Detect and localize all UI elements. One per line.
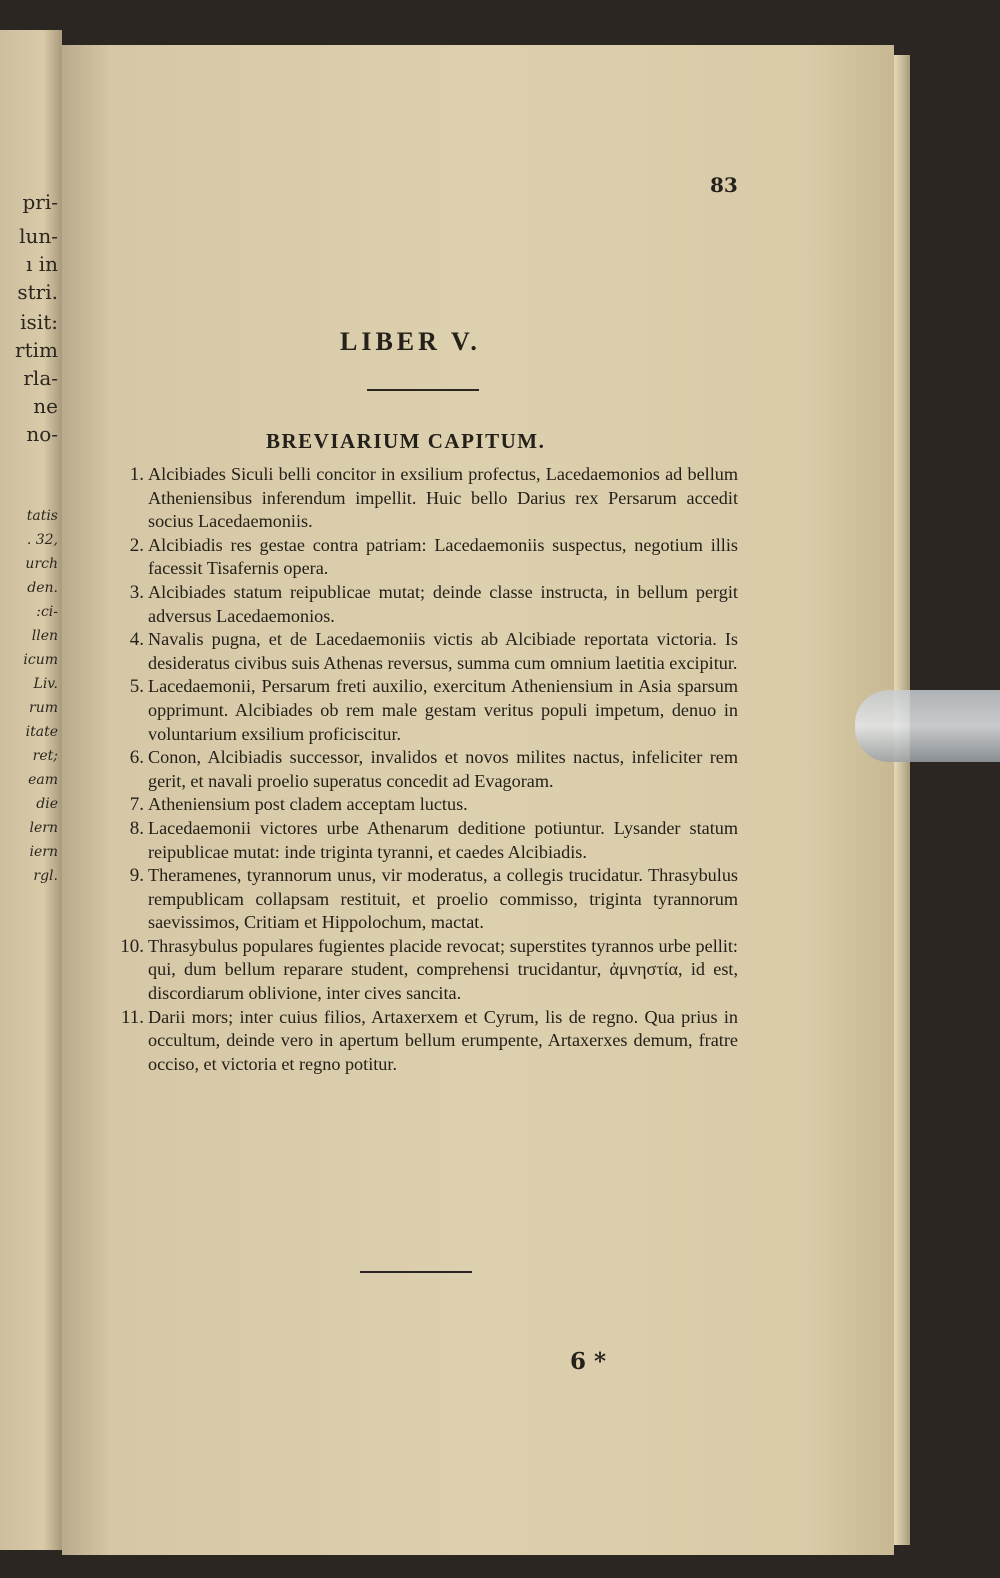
- left-page-line: urch: [25, 556, 58, 572]
- left-page-line: . 32,: [26, 532, 58, 548]
- left-page-line: lun-: [19, 224, 58, 248]
- left-page-line: itate: [25, 724, 58, 740]
- chapter-number: 11.: [120, 1006, 144, 1028]
- left-page-line: eam: [28, 772, 58, 788]
- chapter-summary: Conon, Alcibiadis successor, invalidos et novos milites nactus, infeliciter rem gerit, et navali proelio superatus concedit ad Evagoram.: [148, 747, 738, 791]
- chapter-number: 1.: [129, 464, 144, 485]
- chapter-number: 7.: [129, 794, 144, 816]
- chapter-number: 10.: [120, 935, 144, 957]
- left-page-line: stri.: [17, 280, 58, 304]
- chapter-entry: [108, 675, 738, 746]
- closing-rule: [360, 1271, 472, 1273]
- left-page-line: rgl.: [33, 868, 58, 884]
- left-facing-page: [0, 30, 62, 1550]
- chapter-number: 9.: [129, 865, 144, 887]
- chapter-number: 6.: [129, 747, 144, 769]
- chapter-summary: Darii mors; inter cuius filios, Artaxerxem et Cyrum, lis de regno. Qua prius in occultum, deinde vero in apertum bellum erumpente, Artaxerxes demum, fratre occiso, et victoria et regno potitur.: [148, 1006, 738, 1074]
- chapter-number: 2.: [129, 534, 144, 556]
- chapter-summary: Alcibiadis res gestae contra patriam: Lacedaemoniis suspectus, negotium illis facessit Tisafernis opera.: [148, 534, 738, 579]
- chapter-entry: [108, 581, 738, 628]
- left-page-line: ne: [33, 394, 58, 418]
- left-page-line: die: [36, 796, 58, 812]
- left-page-line: no-: [26, 422, 58, 446]
- left-page-line: Liv.: [33, 676, 58, 692]
- left-page-line: ret;: [32, 748, 58, 764]
- left-page-line: pri-: [22, 190, 58, 214]
- chapter-number: 8.: [129, 817, 144, 839]
- left-page-line: isit:: [20, 310, 58, 334]
- chapter-entry: [108, 864, 738, 935]
- chapter-entry: [108, 746, 738, 793]
- left-page-line: lern: [29, 820, 58, 836]
- chapter-summary: Atheniensium post cladem acceptam luctus.: [148, 794, 468, 815]
- left-page-line: ı in: [25, 252, 58, 276]
- left-page-line: iern: [29, 844, 58, 860]
- chapter-entry: [108, 1006, 738, 1077]
- left-page-line: rla-: [23, 366, 58, 390]
- section-heading: BREVIARIUM CAPITUM.: [266, 429, 546, 453]
- chapter-entry: [108, 935, 738, 1006]
- chapter-summary: Lacedaemonii, Persarum freti auxilio, exercitum Atheniensium in Asia sparsum opprimunt. Alcibiades ob rem male gestam veritus populi impetum, denuo in voluntarium exsilium proficiscitur.: [148, 676, 738, 744]
- left-page-line: den.: [27, 580, 58, 596]
- chapter-entry: [108, 628, 738, 675]
- chapter-number: 4.: [129, 629, 144, 651]
- left-page-line: rtim: [15, 338, 58, 362]
- title-rule: [367, 389, 479, 391]
- chapter-entry: [108, 463, 738, 534]
- chapter-summary: Lacedaemonii victores urbe Athenarum deditione potiuntur. Lysander statum reipublicae mutat: inde triginta tyranni, et caedes Alcibiadis.: [148, 817, 738, 862]
- chapter-entry: [108, 793, 738, 817]
- left-page-line: rum: [29, 700, 58, 716]
- chapter-summary: Alcibiades Siculi belli concitor in exsilium profectus, Lacedaemonios ad bellum Atheniensibus inferendum impellit. Huic bello Darius rex Persarum accedit socius Lacedaemoniis.: [148, 464, 738, 532]
- left-page-line: :ci-: [36, 604, 58, 620]
- left-page-line: llen: [31, 628, 58, 644]
- chapter-number: 3.: [129, 581, 144, 603]
- chapter-entry: [108, 817, 738, 864]
- page-number: 83: [710, 173, 738, 197]
- chapter-list: [108, 463, 738, 1076]
- book-title: LIBER V.: [340, 327, 481, 356]
- left-page-line: icum: [23, 652, 58, 668]
- chapter-summary: Navalis pugna, et de Lacedaemoniis victis ab Alcibiade reportata victoria. Is desideratus civibus suis Athenas reversus, summa cum omnium laetitia excipitur.: [148, 629, 738, 673]
- chapter-number: 5.: [129, 676, 144, 698]
- chapter-entry: [108, 534, 738, 581]
- chapter-summary: Theramenes, tyrannorum unus, vir moderatus, a collegis trucidatur. Thrasybulus rempublicam collapsam restituit, et proelio commisso, triginta tyrannorum saevissimos, Critiam et Hippolochum, mactat.: [148, 865, 738, 933]
- chapter-summary: Alcibiades statum reipublicae mutat; deinde classe instructa, in bellum pergit adversus Lacedaemonios.: [148, 581, 738, 626]
- signature-mark: 6 *: [570, 1348, 607, 1375]
- chapter-summary: Thrasybulus populares fugientes placide revocat; superstites tyrannos urbe pellit: qui, dum bellum reparare student, comprehensi trucidantur, ἀμνηστία, id est, discordiarum oblivione, inter cives sancita.: [148, 935, 738, 1004]
- book-page: [62, 45, 894, 1555]
- page-clip: [855, 690, 1000, 762]
- left-page-line: tatis: [26, 508, 58, 524]
